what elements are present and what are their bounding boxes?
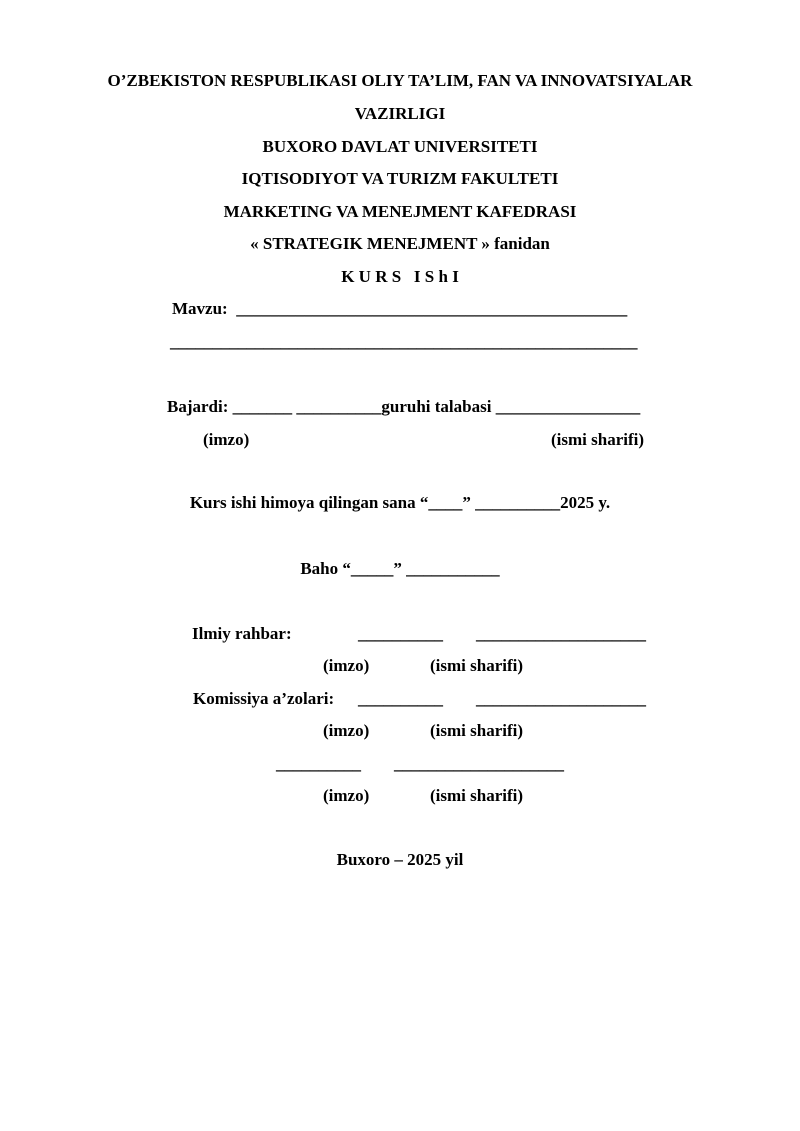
grade-line: Baho “_____” ___________: [300, 559, 500, 578]
place-year: Buxoro – 2025 yil: [336, 850, 464, 869]
commission-sign-label: (imzo): [323, 721, 370, 740]
supervisor-label: Ilmiy rahbar:: [192, 624, 292, 643]
supervisor-name-label: (ismi sharifi): [430, 656, 524, 675]
student-line: Bajardi: _______ __________guruhi talabasi _________________: [167, 397, 641, 416]
faculty-name: IQTISODIYOT VA TURIZM FAKULTETI: [241, 169, 559, 188]
document-type: K U R S I S h I: [341, 267, 459, 286]
commission-sign-blank: __________: [358, 689, 443, 708]
commission-second-name-label: (ismi sharifi): [430, 786, 524, 805]
ministry-line-2: VAZIRLIGI: [354, 104, 446, 123]
topic-line: Mavzu: ______________________________________________: [172, 299, 628, 318]
commission-name-label: (ismi sharifi): [430, 721, 524, 740]
commission-name-blank: ____________________: [476, 689, 646, 708]
topic-blank-line: _______________________________________________________: [170, 332, 638, 351]
ministry-line-1: O’ZBEKISTON RESPUBLIKASI OLIY TA’LIM, FAN VA INNOVATSIYALAR: [107, 71, 693, 90]
subject-line: « STRATEGIK MENEJMENT » fanidan: [250, 234, 550, 253]
commission-label: Komissiya a’zolari:: [193, 689, 335, 708]
commission-second-sign-label: (imzo): [323, 786, 370, 805]
student-sign-label: (imzo): [203, 430, 250, 449]
defense-date-line: Kurs ishi himoya qilingan sana “____” __________2025 y.: [189, 493, 611, 512]
supervisor-name-blank: ____________________: [476, 624, 646, 643]
department-name: MARKETING VA MENEJMENT KAFEDRASI: [223, 202, 577, 221]
university-name: BUXORO DAVLAT UNIVERSITETI: [262, 137, 538, 156]
commission-second-sign-blank: __________: [276, 754, 361, 773]
supervisor-sign-blank: __________: [358, 624, 443, 643]
commission-second-name-blank: ____________________: [394, 754, 564, 773]
supervisor-sign-label: (imzo): [323, 656, 370, 675]
student-name-label: (ismi sharifi): [551, 430, 645, 449]
